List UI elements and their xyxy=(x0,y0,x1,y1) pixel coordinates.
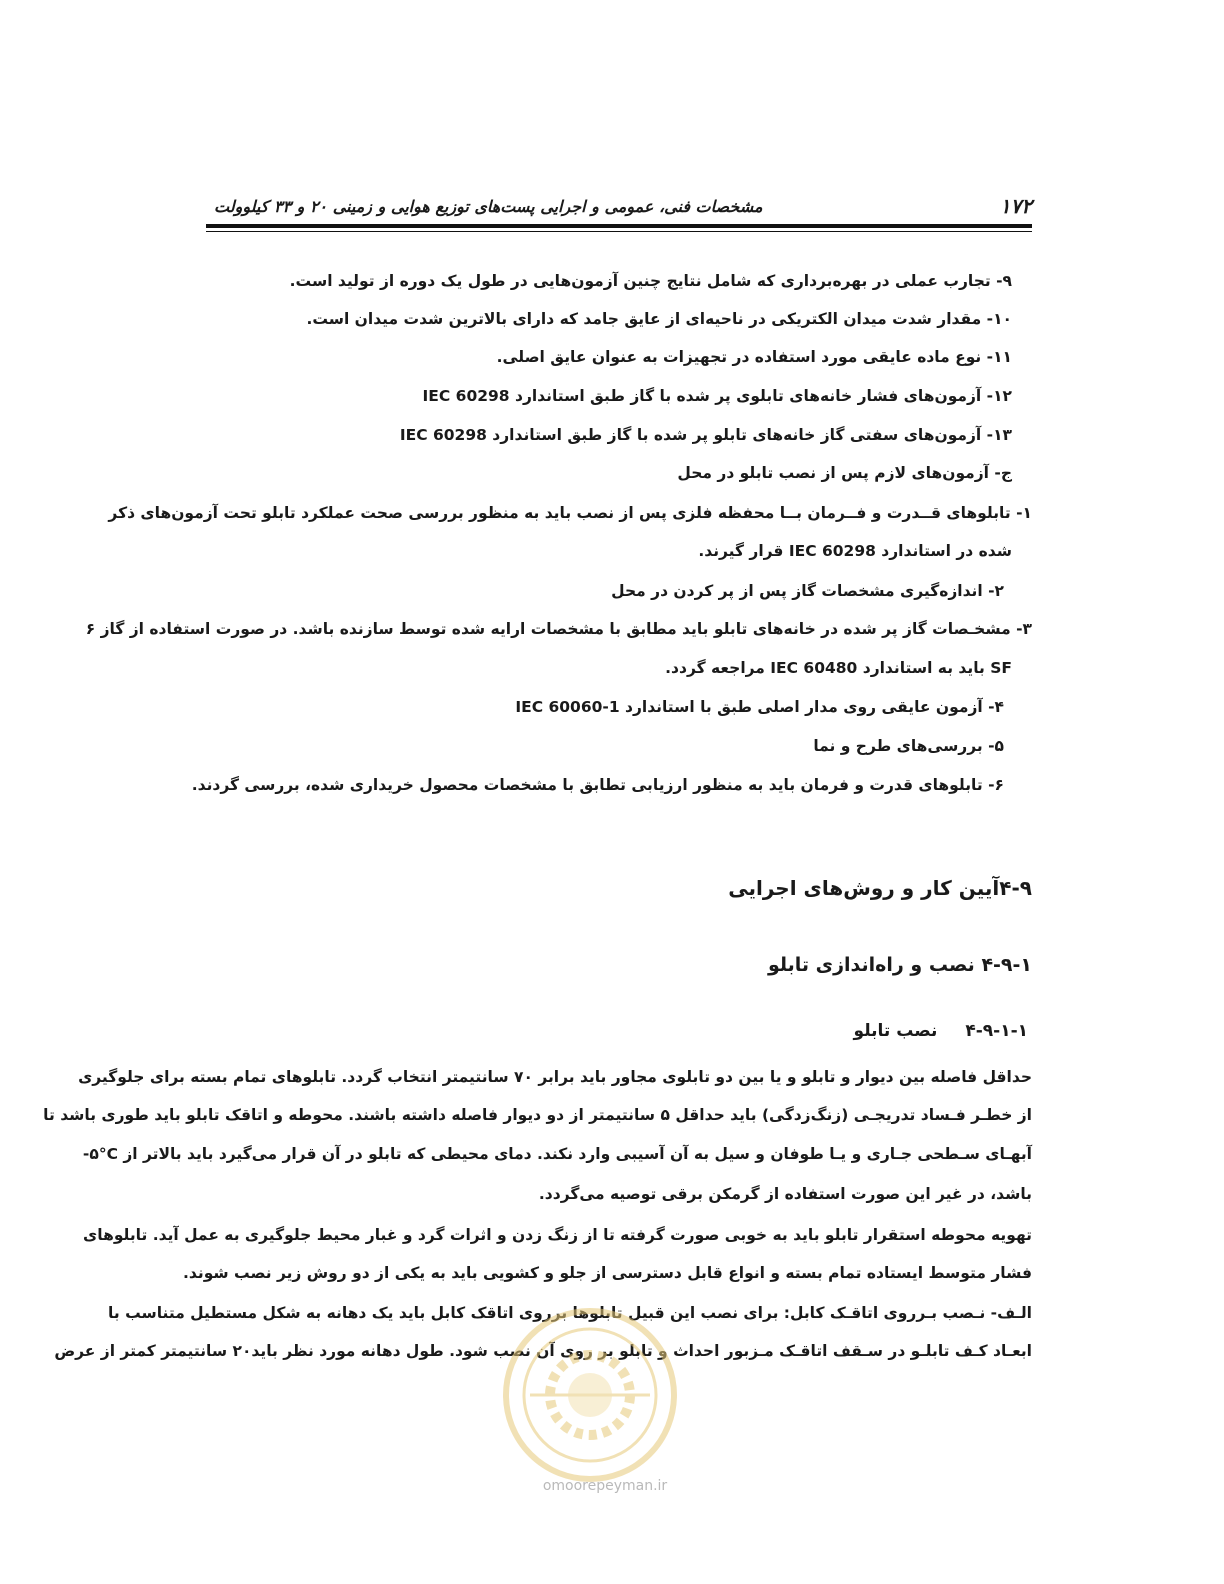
subsubsection-heading-4-9-1-1 xyxy=(854,1021,1028,1041)
c-item-1-line-2: شده در استاندارد IEC 60298 قرار گیرند. xyxy=(698,542,1012,560)
paragraph-1-line-3: آبهـای سـطحی جـاری و یـا طوفان و سیل به آن آسیبی وارد نکند. دمای محیطی که تابلو در آن قرار می‌گیرد باید بالاتر از ‎-۵°C xyxy=(82,1145,1032,1163)
section-c-title: ج- آزمون‌های لازم پس از نصب تابلو در محل xyxy=(677,464,1012,482)
list-item-12: ۱۲- آزمون‌های فشار خانه‌های تابلوی پر شده با گاز طبق استاندارد IEC 60298 xyxy=(422,387,1012,405)
list-item-13: ۱۳- آزمون‌های سفتی گاز خانه‌های تابلو پر شده با گاز طبق استاندارد IEC 60298 xyxy=(399,426,1012,444)
list-item-9: ۹- تجارب عملی در بهره‌برداری که شامل نتایج چنین آزمون‌هایی در طول یک دوره از تولید است. xyxy=(289,272,1012,290)
c-item-2: ۲- اندازه‌گیری مشخصات گاز پس از پر کردن در محل xyxy=(611,582,1004,600)
running-title: مشخصات فنی، عمومی و اجرایی پست‌های توزیع هوایی و زمینی ۲۰ و ۳۳ کیلوولت xyxy=(214,197,763,216)
section-heading-4-9: ۴-۹آیین کار و روش‌های اجرایی xyxy=(728,876,1032,900)
paragraph-3-line-1: الـف- نـصب بـرروی اتاقـک کابل: برای نصب این قبیل تابلوها برروی اتاقک کابل باید یک دهانه به شکل مستطیل متناسب با xyxy=(108,1304,1032,1322)
header-rule-thin xyxy=(206,231,1032,232)
c-item-3-line-2: SF باید به استاندارد IEC 60480 مراجعه گردد. xyxy=(665,659,1012,677)
watermark-seal xyxy=(500,1305,680,1485)
watermark-url: omoorepeyman.ir xyxy=(542,1478,668,1494)
paragraph-1-line-4: باشد، در غیر این صورت استفاده از گرمکن برقی توصیه می‌گردد. xyxy=(538,1185,1032,1203)
c-item-1-line-1: ۱- تابلوهای قــدرت و فــرمان بــا محفظه فلزی پس از نصب باید به منظور بررسی صحت عملکرد تابلو تحت آزمون‌های ذکر xyxy=(108,504,1032,522)
subsection-heading-4-9-1: ۴-۹-۱ نصب و راه‌اندازی تابلو xyxy=(767,954,1032,976)
paragraph-3-line-2: ابعـاد کـف تابلـو در سـقف اتاقـک مـزبور احداث و تابلو بر روی آن نصب شود. طول دهانه مورد نظر باید۲۰ سانتیمتر کمتر از عرض xyxy=(54,1342,1032,1360)
page-header xyxy=(206,194,1032,216)
page-number: ۱۷۲ xyxy=(999,194,1032,218)
heading-text: نصب تابلو xyxy=(853,1021,938,1041)
paragraph-2-line-1: تهویه محوطه استقرار تابلو باید به خوبی صورت گرفته تا از زنگ زدن و اثرات گرد و غبار محیط جلوگیری به عمل آید. تابلوهای xyxy=(83,1226,1032,1244)
c-item-6: ۶- تابلوهای قدرت و فرمان باید به منظور ارزیابی تطابق با مشخصات محصول خریداری شده، بررسی گردند. xyxy=(191,776,1004,794)
paragraph-1-line-2: از خطـر فـساد تدریجـی (زنگ‌زدگی) باید حداقل ۵ سانتیمتر از دو دیوار فاصله داشته باشند. محوطه و اتاقک تابلو باید طوری باشد تا xyxy=(43,1106,1032,1124)
list-item-10: ۱۰- مقدار شدت میدان الکتریکی در ناحیه‌ای از عایق جامد که دارای بالاترین شدت میدان است. xyxy=(306,310,1012,328)
c-item-4: ۴- آزمون عایقی روی مدار اصلی طبق با استاندارد IEC 60060-1 xyxy=(515,698,1004,716)
heading-number: ۴-۹-۱-۱ xyxy=(965,1021,1028,1041)
paragraph-1-line-1: حداقل فاصله بین دیوار و تابلو و یا بین دو تابلوی مجاور باید برابر ۷۰ سانتیمتر انتخاب گردد. تابلوهای تمام بسته برای جلوگیری xyxy=(78,1068,1032,1086)
c-item-3-line-1: ۳- مشخـصات گاز پر شده در خانه‌های تابلو باید مطابق با مشخصات ارایه شده توسط سازنده باشد. در صورت استفاده از گاز ۶ xyxy=(85,620,1032,638)
seal-icon xyxy=(500,1305,680,1485)
c-item-5: ۵- بررسی‌های طرح و نما xyxy=(813,737,1004,755)
list-item-11: ۱۱- نوع ماده عایقی مورد استفاده در تجهیزات به عنوان عایق اصلی. xyxy=(496,348,1012,366)
header-rule-thick xyxy=(206,224,1032,228)
paragraph-2-line-2: فشار متوسط ایستاده تمام بسته و انواع قابل دسترسی از جلو و کشویی باید به یکی از دو روش زیر نصب شوند. xyxy=(183,1264,1032,1282)
